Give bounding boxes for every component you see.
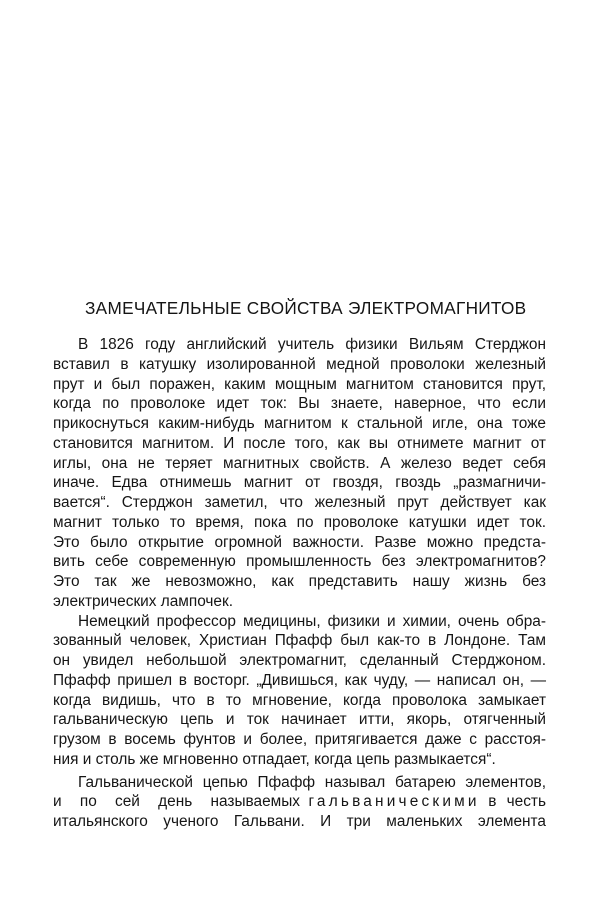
text-line: он увидел небольшой электромагнит, сделанный Стерджоном. [53,652,546,669]
text-fragment: и по сей день называемых [53,793,300,811]
text-line: когда видишь, что в то мгновение, когда проволока замыкает [53,691,546,709]
text-line: гальваническую цепь и ток начинает итти, якорь, отягченный [53,711,546,729]
text-line: Пфафф пришел в восторг. „Дивишься, как чуду, — написал он, — [53,671,546,689]
text-line: становится магнитом. И после того, как вы отнимете магнит от [53,434,546,452]
text-line-spaced [53,792,546,812]
text-line: вается“. Стерджон заметил, что железный прут действует как [53,494,546,511]
text-line: вить себе современную промышленность без электромагнитов? [53,553,546,571]
text-line: электрических лампочек. [53,592,234,610]
text-line: Это так же невозможно, как представить нашу жизнь без [53,573,546,590]
text-line: когда по проволоке идет ток: Вы знаете, наверное, что если [53,395,546,413]
emphasized-word: гальваническими [308,793,480,811]
body-text [53,335,546,832]
text-line: Гальванической цепью Пфафф называл батарею элементов, [78,773,546,791]
text-line: грузом в восемь фунтов и более, притягивается даже с расстоя- [53,731,546,748]
text-line: магнит только то время, пока по проволоке катушки идет ток. [53,513,546,531]
paragraph-2 [53,612,546,770]
text-fragment: в честь [488,793,546,811]
text-line: итальянского ученого Гальвани. И три маленьких элемента [53,813,546,830]
text-line: ния и столь же мгновенно отпадает, когда цепь размыкается“. [53,750,496,768]
section-heading: ЗАМЕЧАТЕЛЬНЫЕ СВОЙСТВА ЭЛЕКТРОМАГНИТОВ [85,298,527,318]
paragraph-3 [53,773,546,832]
text-line: В 1826 году английский учитель физики Вильям Стерджон [78,336,546,353]
text-line: Это было открытие огромной важности. Разве можно предста- [53,533,546,551]
paragraph-1 [53,335,546,612]
text-line: иначе. Едва отнимешь магнит от гвоздя, гвоздь „размагничи- [53,474,546,492]
text-line: зованный человек, Христиан Пфафф был как-то в Лондоне. Там [53,632,546,650]
text-line: иглы, она не теряет магнитных свойств. А железо ведет себя [53,454,546,472]
text-line: прикоснуться каким-нибудь магнитом к стальной игле, она тоже [53,415,546,432]
text-line: Немецкий профессор медицины, физики и химии, очень обра- [78,612,546,630]
text-line: прут и был поражен, каким мощным магнитом становится прут, [53,375,546,393]
text-line: вставил в катушку изолированной медной проволоки железный [53,355,546,373]
